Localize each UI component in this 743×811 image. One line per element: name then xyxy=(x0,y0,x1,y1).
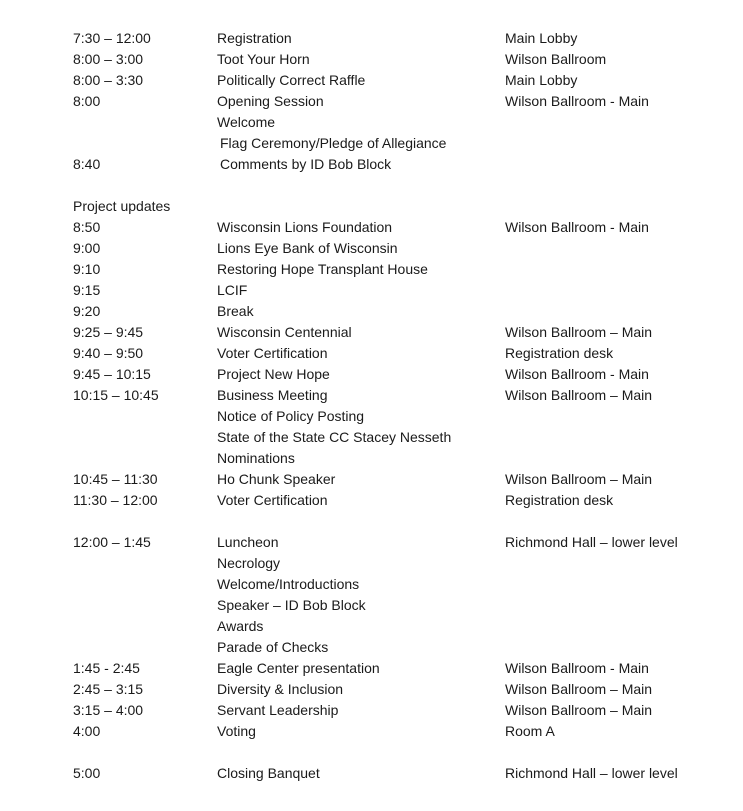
time-cell: 3:15 – 4:00 xyxy=(73,702,144,718)
agenda-row xyxy=(0,385,743,406)
event-cell: Project New Hope xyxy=(217,366,330,382)
time-cell: 10:45 – 11:30 xyxy=(73,471,158,487)
time-cell: 9:20 xyxy=(73,303,101,319)
time-cell: 1:45 - 2:45 xyxy=(73,660,140,676)
time-cell: 9:15 xyxy=(73,282,101,298)
agenda-row xyxy=(0,406,743,427)
event-cell: Opening Session xyxy=(217,93,324,109)
agenda-row xyxy=(0,49,743,70)
location-cell: Wilson Ballroom – Main xyxy=(505,387,653,403)
location-cell: Wilson Ballroom – Main xyxy=(505,681,653,697)
location-cell: Wilson Ballroom – Main xyxy=(505,324,653,340)
event-cell: Parade of Checks xyxy=(217,639,329,655)
event-cell: Eagle Center presentation xyxy=(217,660,380,676)
event-cell: Restoring Hope Transplant House xyxy=(217,261,428,277)
location-cell: Main Lobby xyxy=(505,72,578,88)
agenda-row xyxy=(0,616,743,637)
event-cell: Awards xyxy=(217,618,264,634)
event-cell: Servant Leadership xyxy=(217,702,339,718)
agenda-row xyxy=(0,28,743,49)
location-cell: Wilson Ballroom - Main xyxy=(505,93,649,109)
event-cell: Luncheon xyxy=(217,534,279,550)
time-cell: 8:50 xyxy=(73,219,101,235)
event-cell: State of the State CC Stacey Nesseth xyxy=(217,429,452,445)
agenda-row xyxy=(0,217,743,238)
agenda-row xyxy=(0,469,743,490)
location-cell: Registration desk xyxy=(505,345,614,361)
agenda-row xyxy=(0,322,743,343)
agenda-row xyxy=(0,721,743,742)
agenda-row xyxy=(0,658,743,679)
agenda-row xyxy=(0,637,743,658)
agenda-row xyxy=(0,343,743,364)
agenda-row xyxy=(0,70,743,91)
time-cell: 10:15 – 10:45 xyxy=(73,387,159,403)
event-cell: Lions Eye Bank of Wisconsin xyxy=(217,240,398,256)
agenda-row xyxy=(0,595,743,616)
event-cell: Wisconsin Lions Foundation xyxy=(217,219,393,235)
time-cell: 2:45 – 3:15 xyxy=(73,681,144,697)
event-cell: Toot Your Horn xyxy=(217,51,310,67)
event-cell: Necrology xyxy=(217,555,281,571)
agenda-row xyxy=(0,91,743,112)
agenda-row xyxy=(0,364,743,385)
event-cell: Speaker – ID Bob Block xyxy=(217,597,366,613)
time-cell: 9:40 – 9:50 xyxy=(73,345,144,361)
spacer-row xyxy=(0,742,743,763)
time-cell: 8:00 xyxy=(73,93,101,109)
agenda-row xyxy=(0,427,743,448)
agenda-row xyxy=(0,553,743,574)
time-cell: 12:00 – 1:45 xyxy=(73,534,151,550)
event-cell: LCIF xyxy=(217,282,248,298)
event-cell: Break xyxy=(217,303,254,319)
event-cell: Notice of Policy Posting xyxy=(217,408,365,424)
location-cell: Wilson Ballroom – Main xyxy=(505,702,653,718)
time-cell: 8:00 – 3:30 xyxy=(73,72,144,88)
agenda-row xyxy=(0,490,743,511)
event-cell: Flag Ceremony/Pledge of Allegiance xyxy=(220,135,447,151)
time-cell: 7:30 – 12:00 xyxy=(73,30,151,46)
agenda-row xyxy=(0,700,743,721)
event-cell: Wisconsin Centennial xyxy=(217,324,352,340)
event-cell: Registration xyxy=(217,30,292,46)
agenda-row xyxy=(0,574,743,595)
event-cell: Nominations xyxy=(217,450,295,466)
spacer-row xyxy=(0,511,743,532)
time-cell: 11:30 – 12:00 xyxy=(73,492,158,508)
event-cell: Politically Correct Raffle xyxy=(217,72,366,88)
location-cell: Richmond Hall – lower level xyxy=(505,534,678,550)
agenda-row xyxy=(0,448,743,469)
location-cell: Registration desk xyxy=(505,492,614,508)
location-cell: Room A xyxy=(505,723,555,739)
event-cell: Diversity & Inclusion xyxy=(217,681,344,697)
agenda-row xyxy=(0,679,743,700)
event-cell: Welcome xyxy=(217,114,276,130)
event-cell: Voter Certification xyxy=(217,345,328,361)
agenda-row xyxy=(0,133,743,154)
time-cell: 4:00 xyxy=(73,723,101,739)
agenda-row xyxy=(0,763,743,784)
spacer-row xyxy=(0,175,743,196)
time-cell: 9:00 xyxy=(73,240,101,256)
event-cell: Comments by ID Bob Block xyxy=(220,156,392,172)
agenda-row xyxy=(0,280,743,301)
time-cell: 8:40 xyxy=(73,156,101,172)
time-cell: 5:00 xyxy=(73,765,101,781)
agenda-row xyxy=(0,532,743,553)
event-cell: Closing Banquet xyxy=(217,765,320,781)
time-cell: 9:10 xyxy=(73,261,101,277)
time-cell: 9:45 – 10:15 xyxy=(73,366,151,382)
location-cell: Wilson Ballroom - Main xyxy=(505,219,649,235)
agenda-row xyxy=(0,196,743,217)
location-cell: Main Lobby xyxy=(505,30,578,46)
agenda-row xyxy=(0,301,743,322)
event-cell: Business Meeting xyxy=(217,387,328,403)
agenda-row xyxy=(0,238,743,259)
time-cell: 8:00 – 3:00 xyxy=(73,51,144,67)
agenda-row xyxy=(0,112,743,133)
agenda-schedule xyxy=(0,28,743,784)
event-cell: Voter Certification xyxy=(217,492,328,508)
time-cell: 9:25 – 9:45 xyxy=(73,324,144,340)
location-cell: Wilson Ballroom - Main xyxy=(505,660,649,676)
agenda-row xyxy=(0,259,743,280)
location-cell: Wilson Ballroom - Main xyxy=(505,366,649,382)
agenda-row xyxy=(0,154,743,175)
location-cell: Wilson Ballroom – Main xyxy=(505,471,653,487)
location-cell: Richmond Hall – lower level xyxy=(505,765,678,781)
event-cell: Ho Chunk Speaker xyxy=(217,471,336,487)
section-heading: Project updates xyxy=(73,198,171,214)
location-cell: Wilson Ballroom xyxy=(505,51,607,67)
event-cell: Voting xyxy=(217,723,256,739)
event-cell: Welcome/Introductions xyxy=(217,576,360,592)
